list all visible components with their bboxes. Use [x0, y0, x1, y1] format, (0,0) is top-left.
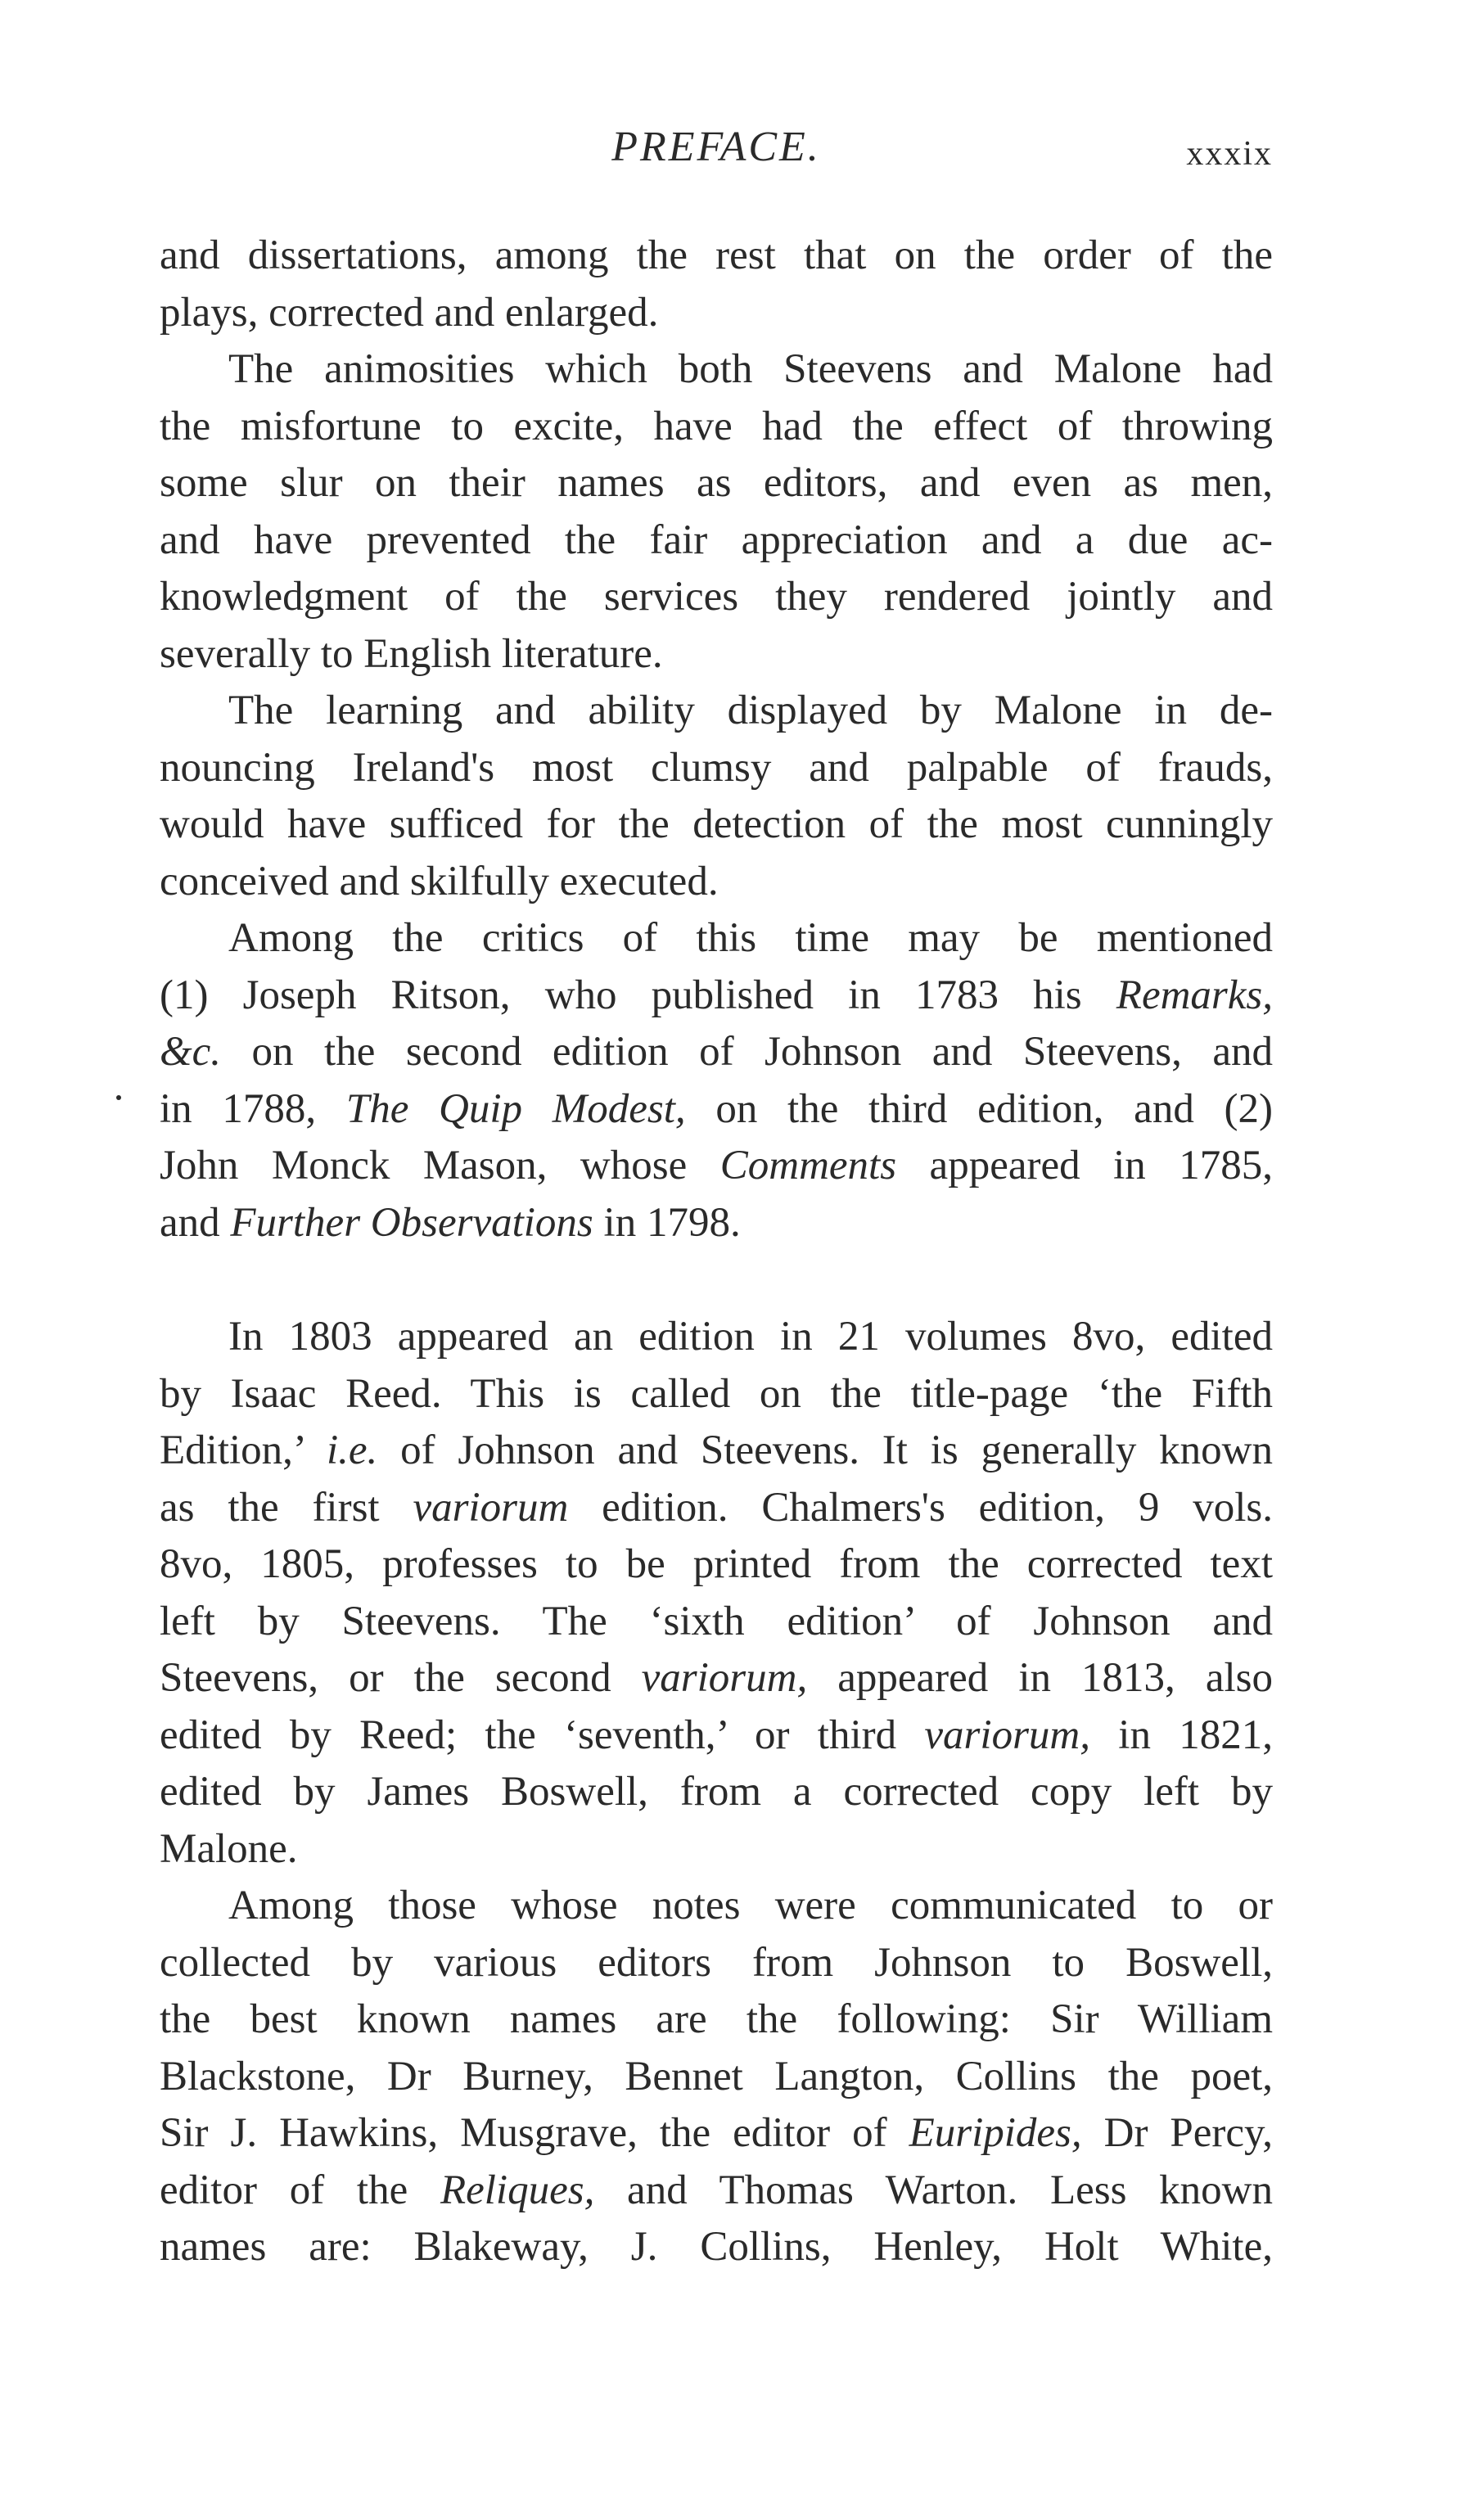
paragraph-4: [160, 910, 1273, 1252]
text-line: [160, 1480, 1273, 1537]
text-segment: and: [160, 1199, 231, 1246]
running-title: PREFACE.: [611, 124, 821, 170]
text-segment: in 1788,: [160, 1085, 346, 1132]
italic-title: Remarks,: [1116, 972, 1273, 1018]
text-segment: of Johnson and Steevens. It is generally known: [377, 1427, 1274, 1473]
text-line: names are: Blakeway, J. Collins, Henley, Holt White,: [160, 2224, 1273, 2270]
paragraph-3: [160, 683, 1273, 910]
text-line: [160, 1138, 1273, 1195]
text-line: [160, 2105, 1273, 2163]
italic-title: Reliques,: [440, 2167, 595, 2213]
text-line: would have sufficed for the detection of the most cunningly: [160, 801, 1273, 847]
text-line: [160, 1707, 1273, 1765]
paragraph-6: [160, 1878, 1273, 2276]
text-segment: on the third edition, and (2): [685, 1085, 1273, 1132]
margin-mark: [116, 1095, 121, 1100]
running-head: [160, 123, 1273, 188]
text-segment: Steevens, or the second: [160, 1655, 642, 1701]
paragraph-2: [160, 341, 1273, 683]
text-line: the best known names are the following: Sir William: [160, 1996, 1273, 2042]
text-segment: edition. Chalmers's edition, 9 vols.: [568, 1484, 1273, 1531]
text-segment: as the first: [160, 1484, 413, 1531]
text-segment: appeared in 1785,: [896, 1143, 1273, 1188]
text-line: [160, 1195, 1273, 1252]
text-line: Among those whose notes were communicated to or: [228, 1883, 1273, 1928]
text-line: plays, corrected and enlarged.: [160, 289, 659, 336]
italic-term: variorum: [413, 1484, 569, 1531]
text-line: [160, 967, 1273, 1025]
text-segment: in 1821,: [1090, 1712, 1274, 1758]
italic-term: variorum,: [641, 1655, 808, 1701]
section-gap: [160, 1252, 1273, 1309]
text-line: Blackstone, Dr Burney, Bennet Langton, Collins the poet,: [160, 2053, 1273, 2099]
paragraph-5: [160, 1309, 1273, 1878]
text-line: severally to English literature.: [160, 630, 663, 677]
text-line: edited by James Boswell, from a corrected copy left by: [160, 1769, 1273, 1815]
text-line: by Isaac Reed. This is called on the title-page ‘the Fifth: [160, 1370, 1273, 1417]
italic-title: The Quip Modest,: [345, 1085, 686, 1132]
text-segment: appeared in 1813, also: [807, 1655, 1273, 1701]
text-line: [160, 2163, 1273, 2220]
text-segment: editor of the: [160, 2167, 440, 2213]
text-line: collected by various editors from Johnson to Boswell,: [160, 1939, 1273, 1986]
text-line: the misfortune to excite, have had the effect of throwing: [160, 403, 1273, 449]
text-line: 8vo, 1805, professes to be printed from the corrected text: [160, 1541, 1273, 1587]
text-line: left by Steevens. The ‘sixth edition’ of Johnson and: [160, 1598, 1273, 1644]
text-line: some slur on their names as editors, and even as men,: [160, 460, 1273, 506]
text-line: In 1803 appeared an edition in 21 volumes 8vo, edited: [228, 1314, 1273, 1360]
text-line: The learning and ability displayed by Malone in de-: [228, 688, 1273, 733]
italic-title: Further Observations: [230, 1199, 593, 1246]
text-line: and dissertations, among the rest that on the order of the: [160, 232, 1273, 278]
italic-abbrev: &c.: [160, 1029, 222, 1075]
text-line: Malone.: [160, 1825, 298, 1872]
text-segment: and Thomas Warton. Less known: [594, 2167, 1273, 2213]
body-text: [160, 228, 1273, 2276]
text-line: conceived and skilfully executed.: [160, 858, 719, 904]
text-line: Among the critics of this time may be mentioned: [228, 915, 1273, 961]
italic-title: Comments: [719, 1143, 897, 1188]
italic-title: Euripides,: [909, 2110, 1082, 2156]
text-segment: in 1798.: [593, 1199, 741, 1246]
text-line: [160, 1650, 1273, 1707]
text-segment: Sir J. Hawkins, Musgrave, the editor of: [160, 2110, 909, 2156]
text-line: knowledgment of the services they rendered jointly and: [160, 574, 1273, 620]
italic-abbrev: i.e.: [326, 1427, 378, 1473]
text-segment: (1) Joseph Ritson, who published in 1783 his: [160, 972, 1116, 1018]
italic-term: variorum,: [924, 1712, 1091, 1758]
text-line: [160, 1081, 1273, 1139]
text-segment: on the second edition of Johnson and Steevens, and: [221, 1029, 1273, 1075]
text-segment: Dr Percy,: [1081, 2110, 1273, 2156]
text-line: [160, 1423, 1273, 1480]
text-line: and have prevented the fair appreciation and a due ac-: [160, 516, 1273, 563]
text-line: nouncing Ireland's most clumsy and palpable of frauds,: [160, 744, 1273, 791]
page-number: xxxix: [1186, 135, 1273, 173]
text-line: The animosities which both Steevens and Malone had: [228, 346, 1273, 392]
text-segment: edited by Reed; the ‘seventh,’ or third: [160, 1712, 925, 1758]
text-line: [160, 1024, 1273, 1081]
text-segment: John Monck Mason, whose: [160, 1143, 720, 1188]
text-segment: Edition,’: [160, 1427, 327, 1473]
paragraph-1: [160, 228, 1273, 341]
